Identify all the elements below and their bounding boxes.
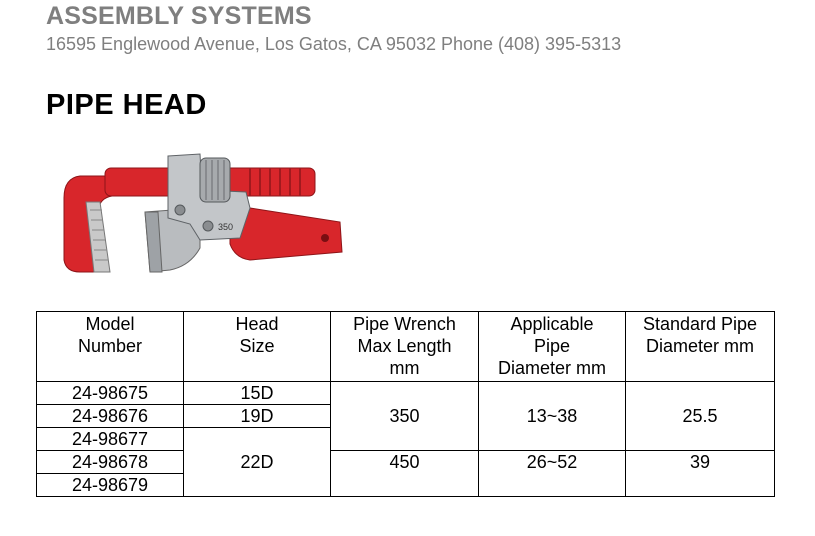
applicable-diameter-cell: 13~38 [479,382,626,451]
table-row [37,382,775,405]
adjust-nut [200,158,230,202]
max-length-cell: 350 [331,382,479,451]
model-number-cell: 24-98677 [37,428,184,451]
header-applicable-diameter: Applicable Pipe Diameter mm [479,312,626,382]
spec-table [36,311,775,497]
max-length-cell: 450 [331,451,479,497]
head-size-cell: 19D [184,405,331,428]
header-standard-diameter: Standard Pipe Diameter mm [626,312,775,382]
header-model-number: Model Number [37,312,184,382]
page-title: PIPE HEAD [46,89,207,121]
company-name: ASSEMBLY SYSTEMS [46,2,312,30]
applicable-diameter-cell: 26~52 [479,451,626,497]
pipe-wrench-icon [50,148,360,283]
model-number-cell: 24-98679 [37,474,184,497]
head-size-cell: 15D [184,382,331,405]
company-address: 16595 Englewood Avenue, Los Gatos, CA 95032 Phone (408) 395-5313 [46,34,622,54]
model-number-cell: 24-98678 [37,451,184,474]
header-head-size: Head Size [184,312,331,382]
model-number-cell: 24-98675 [37,382,184,405]
standard-diameter-cell: 39 [626,451,775,497]
standard-diameter-cell: 25.5 [626,382,775,451]
header-max-length: Pipe Wrench Max Length mm [331,312,479,382]
head-size-cell: 22D [184,428,331,497]
table-row [37,451,775,474]
size-stamp: 350 [218,222,234,232]
table-header-row [37,312,775,382]
model-number-cell: 24-98676 [37,405,184,428]
